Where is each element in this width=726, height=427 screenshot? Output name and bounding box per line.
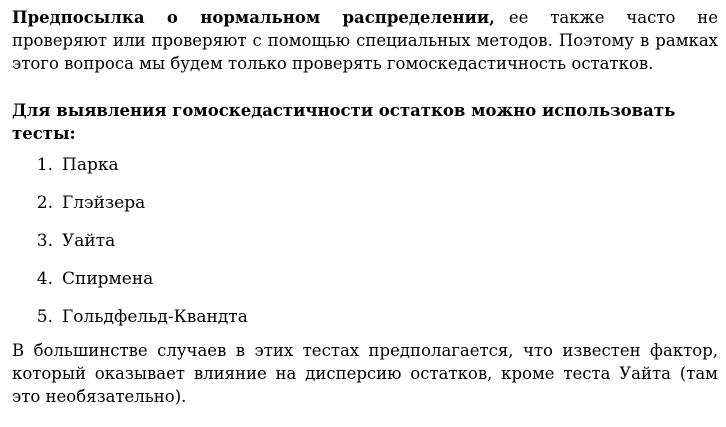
list-item	[12, 192, 718, 230]
document-page	[12, 6, 718, 408]
intro-text: ее также часто не проверяют или проверяют с помощью специальных методов. Поэтому в рамках этого вопроса мы будем только проверять гомоскедастичность остатков.	[12, 8, 719, 73]
list-item-number: 3.	[36, 231, 53, 251]
list-item-label: Глэйзера	[62, 193, 146, 213]
list-item-label: Уайта	[62, 231, 116, 251]
intro-lead: Предпосылка о нормальном распределении,	[12, 8, 495, 27]
intro-paragraph	[12, 6, 718, 75]
list-item	[12, 230, 718, 268]
conclusion-paragraph: В большинстве случаев в этих тестах предполагается, что известен фактор, который оказывает влияние на дисперсию остатков, кроме теста Уайта (там это необязательно).	[12, 341, 718, 406]
list-item-number: 5.	[36, 307, 53, 327]
list-item-label: Спирмена	[62, 269, 154, 289]
list-item	[12, 268, 718, 306]
list-item-number: 4.	[36, 269, 53, 289]
list-item-number: 1.	[36, 155, 53, 175]
tests-list	[12, 154, 718, 344]
list-item-label: Парка	[62, 155, 119, 175]
list-item-label: Гольдфельд-Квандта	[62, 307, 248, 327]
list-item	[12, 154, 718, 192]
list-item-number: 2.	[36, 193, 53, 213]
tests-heading: Для выявления гомоскедастичности остатков можно использовать тесты:	[12, 101, 676, 143]
